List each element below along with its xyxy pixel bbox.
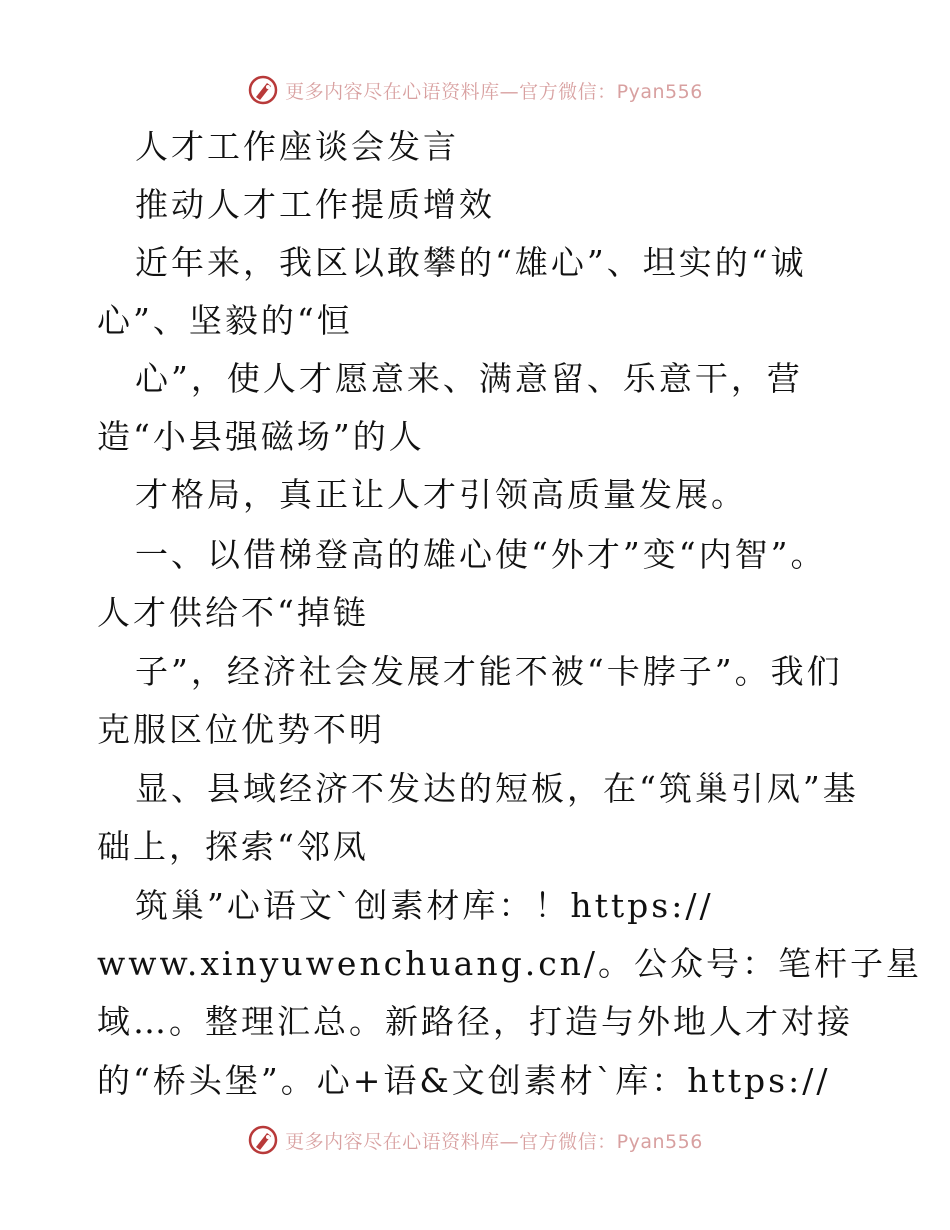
watermark-text: 更多内容尽在心语资料库—官方微信：Pyan556 (285, 80, 703, 103)
paragraph-line: 造“小县强磁场”的人 (97, 417, 425, 456)
paragraph-line: 才格局，真正让人才引领高质量发展。 (135, 475, 747, 514)
paragraph-line: 心”、坚毅的“恒 (97, 301, 353, 340)
paragraph-line: 筑巢”心语文`创素材库：！https:// (135, 886, 714, 925)
paragraph-line: 近年来，我区以敢攀的“雄心”、坦实的“诚 (135, 243, 807, 282)
document-title: 人才工作座谈会发言 (135, 127, 459, 166)
document-subtitle: 推动人才工作提质增效 (135, 185, 495, 224)
paragraph-line: 域…。整理汇总。新路径，打造与外地人才对接 (97, 1002, 853, 1041)
paragraph-line: 显、县域经济不发达的短板，在“筑巢引凤”基 (135, 769, 859, 808)
paragraph-line: 础上，探索“邻凤 (97, 827, 369, 866)
pen-nib-seal-icon (247, 74, 279, 106)
header-watermark (0, 70, 950, 110)
paragraph-line: 克服区位优势不明 (97, 710, 385, 749)
paragraph-line: 人才供给不“掉链 (97, 593, 369, 632)
section-heading: 一、以借梯登高的雄心使“外才”变“内智”。 (135, 535, 827, 574)
pen-nib-seal-icon (247, 1124, 279, 1156)
paragraph-line: 的“桥头堡”。心+语&文创素材`库：https:// (97, 1061, 831, 1100)
footer-watermark (0, 1120, 950, 1160)
paragraph-line: 子”，经济社会发展才能不被“卡脖子”。我们 (135, 652, 843, 691)
paragraph-line: 心”，使人才愿意来、满意留、乐意干，营 (135, 359, 803, 398)
watermark-text: 更多内容尽在心语资料库—官方微信：Pyan556 (285, 1130, 703, 1153)
paragraph-line: www.xinyuwenchuang.cn/。公众号：笔杆子星 (97, 944, 923, 983)
